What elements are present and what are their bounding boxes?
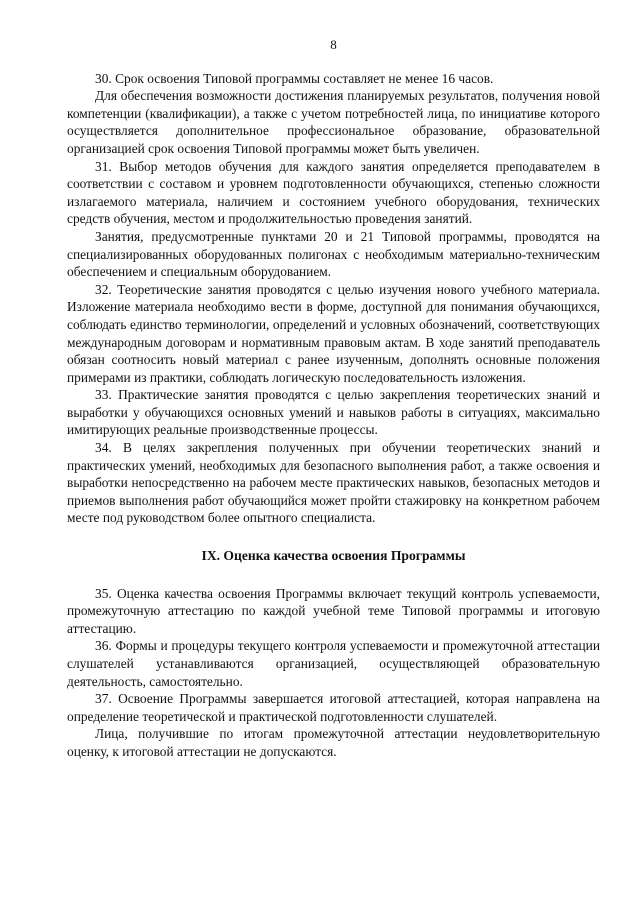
paragraph-36: 36. Формы и процедуры текущего контроля успеваемости и промежуточной аттестации слушателей устанавливаются организацией, осуществляющей образовательную деятельность, самостоятельно.: [67, 638, 600, 689]
paragraph-30: 30. Срок освоения Типовой программы составляет не менее 16 часов.: [95, 70, 494, 86]
paragraph-30-continuation: Для обеспечения возможности достижения планируемых результатов, получения новой компетенции (квалификации), а также с учетом потребностей лица, по инициативе которого осуществляется дополнительное профессиональное образование, образовательной организацией срок освоения Типовой программы может быть увеличен.: [67, 88, 600, 156]
paragraph-31-continuation: Занятия, предусмотренные пунктами 20 и 21 Типовой программы, проводятся на специализированных оборудованных полигонах с необходимым материально-техническим обеспечением и специальным оборудованием.: [67, 228, 600, 280]
paragraph-37-continuation: Лица, получившие по итогам промежуточной аттестации неудовлетворительную оценку, к итоговой аттестации не допускаются.: [67, 726, 600, 759]
paragraph-35: 35. Оценка качества освоения Программы включает текущий контроль успеваемости, промежуточную аттестацию по каждой учебной теме Типовой программы и итоговую аттестацию.: [67, 585, 600, 636]
paragraph-34: 34. В целях закрепления полученных при обучении теоретических знаний и практических умений, необходимых для безопасного выполнения работ, а также освоения и выработки непосредственно на рабочем месте практических навыков, безопасных методов и приемов выполнения работ обучающийся может пройти стажировку на конкретном рабочем месте под руководством более опытного специалиста.: [67, 440, 600, 526]
section-heading: IX. Оценка качества освоения Программы: [201, 548, 466, 564]
paragraph-32: 32. Теоретические занятия проводятся с целью изучения нового учебного материала. Изложение материала необходимо вести в форме, доступной для понимания обучающихся, соблюдать единство терминологии, определений и условных обозначений, соответствующих международным договорам и нормативным правовым актам. В ходе занятий преподаватель обязан соотносить новый материал с ранее изученным, дополнять основные положения примерами из практики, соблюдать логическую последовательность изложения.: [67, 281, 600, 385]
paragraph-37: 37. Освоение Программы завершается итоговой аттестацией, которая направлена на определение теоретической и практической подготовленности слушателей.: [67, 691, 600, 724]
paragraph-31: 31. Выбор методов обучения для каждого занятия определяется преподавателем в соответствии с составом и уровнем подготовленности обучающихся, степенью сложности излагаемого материала, наличием и состоянием учебного оборудования, технических средств обучения, местом и продолжительностью проведения занятий.: [67, 158, 600, 227]
paragraph-33: 33. Практические занятия проводятся с целью закрепления теоретических знаний и выработки у обучающихся основных умений и навыков работы в ситуациях, максимально имитирующих реальные производственные процессы.: [67, 387, 600, 438]
page-number: 8: [330, 37, 337, 52]
